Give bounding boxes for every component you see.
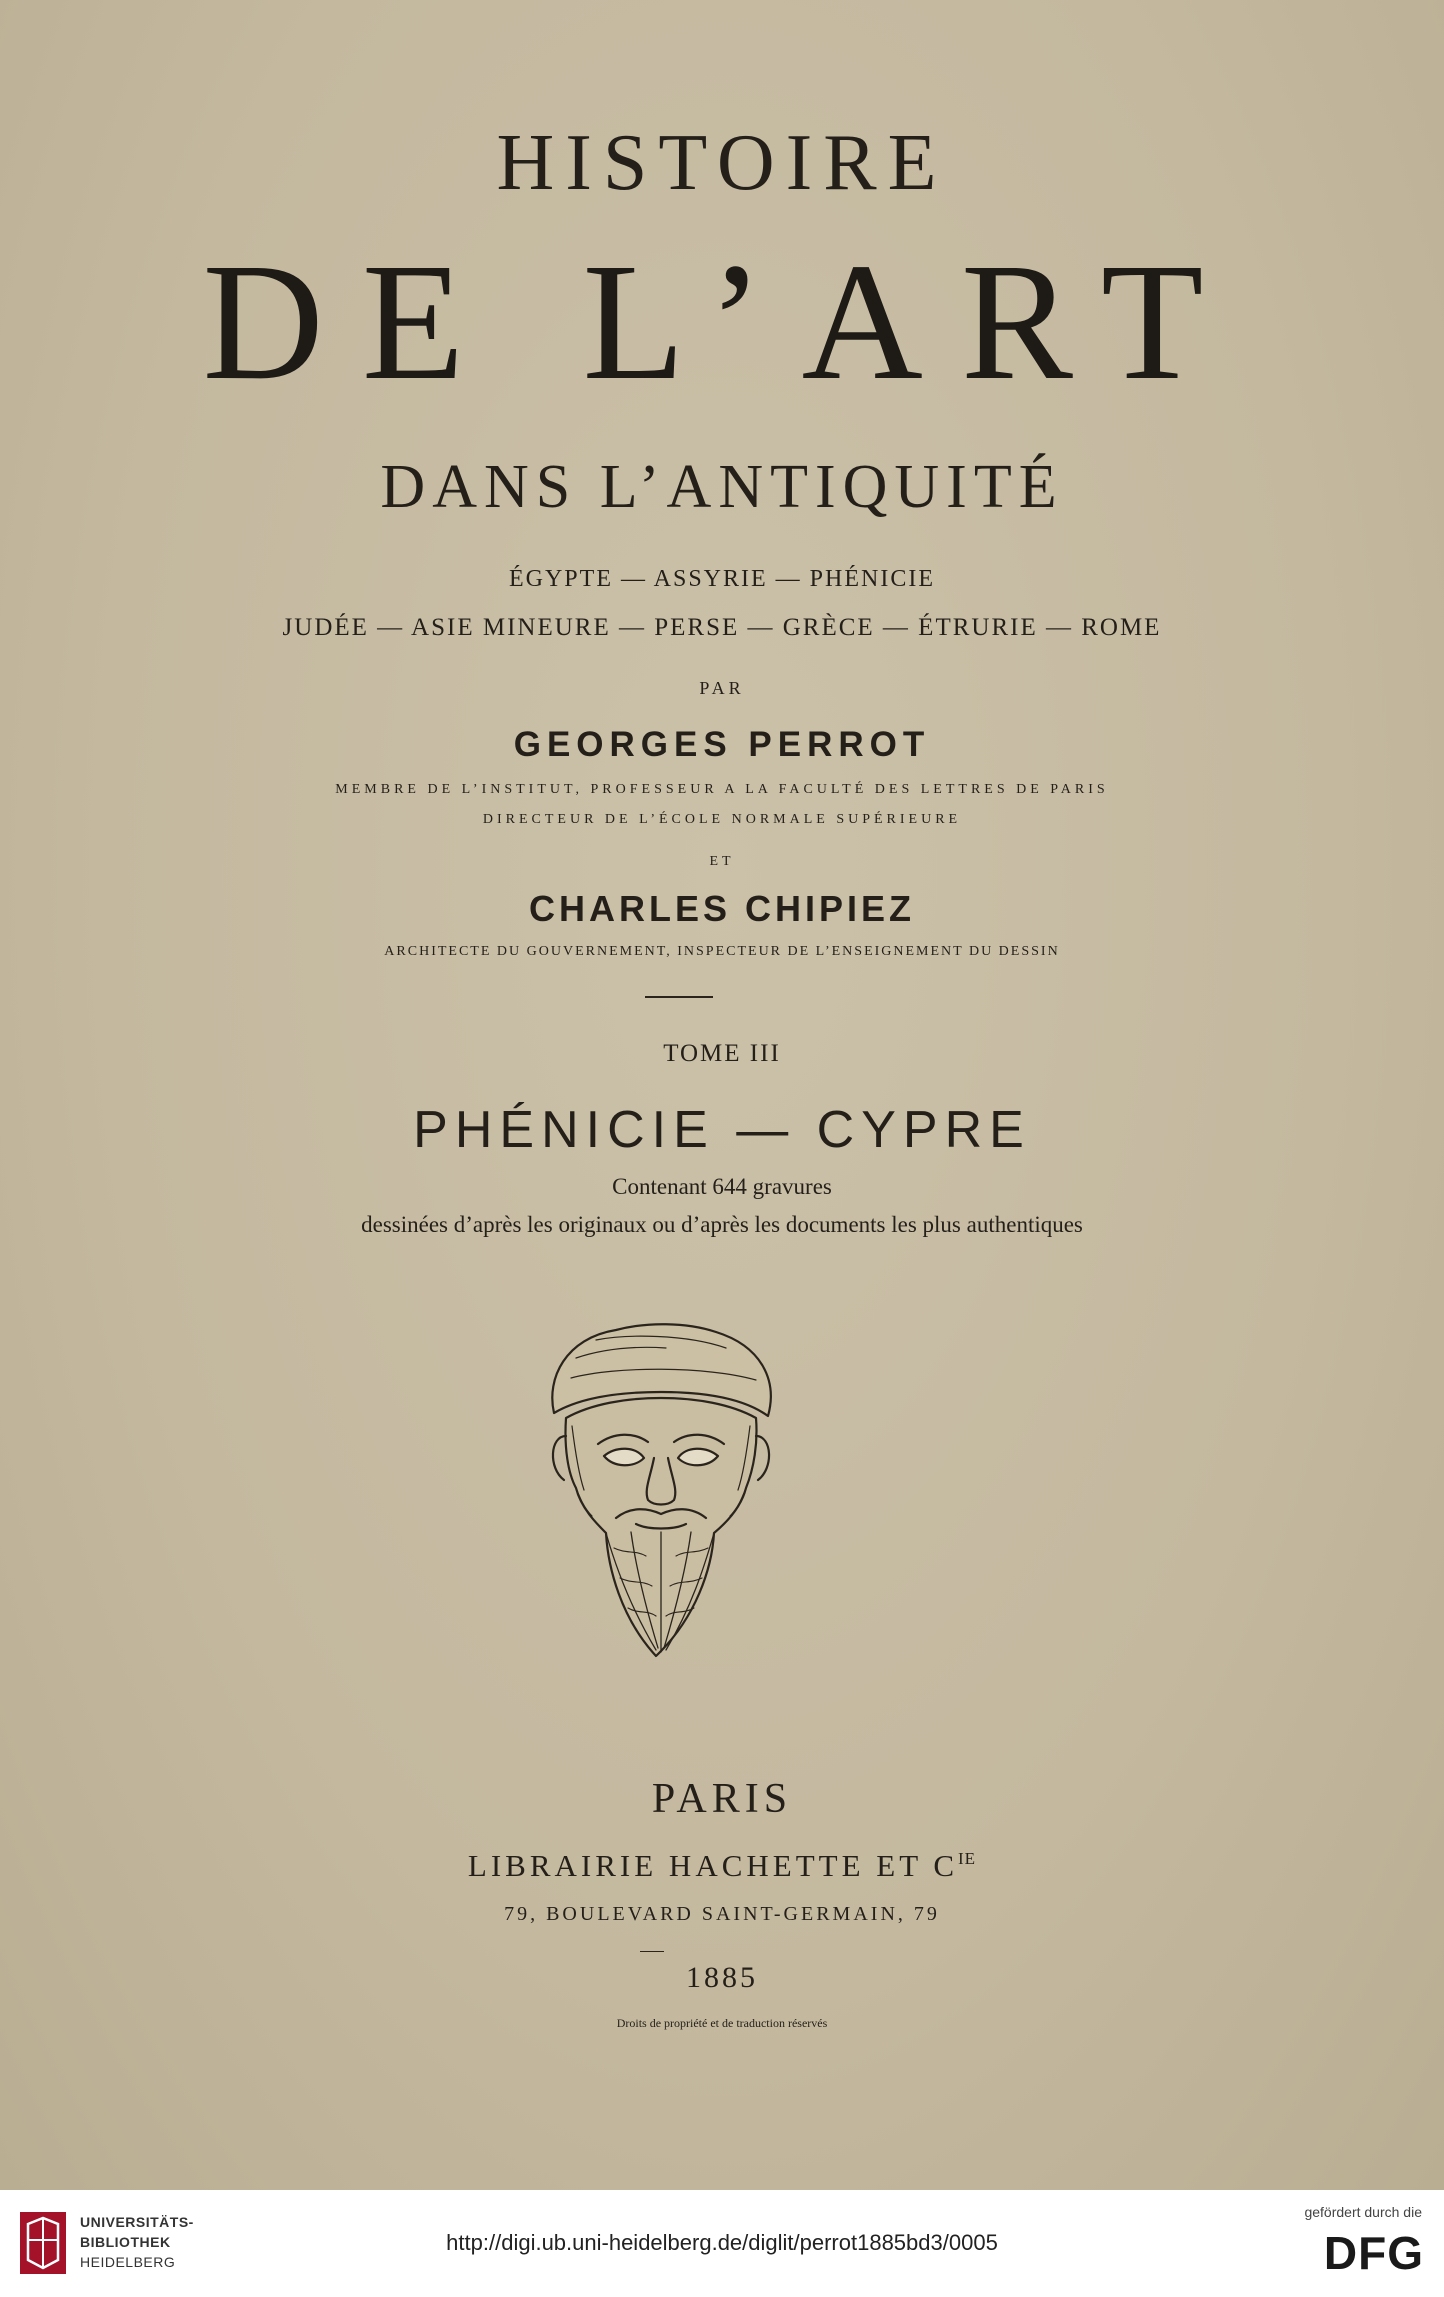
publisher-address: 79, BOULEVARD SAINT-GERMAIN, 79: [504, 1903, 940, 1925]
footer-bar: [0, 2190, 1444, 2297]
title-histoire: HISTOIRE: [496, 119, 948, 207]
bearded-mask-illustration: [536, 1318, 784, 1664]
publisher: [0, 1848, 1444, 1884]
author-perrot: GEORGES PERROT: [513, 725, 931, 764]
volume-title: PHÉNICIE — CYPRE: [413, 1101, 1031, 1159]
author-chipiez: CHARLES CHIPIEZ: [528, 888, 916, 929]
publisher-superscript: IE: [958, 1849, 977, 1868]
countries-line-1: ÉGYPTE — ASSYRIE — PHÉNICIE: [508, 566, 935, 592]
library-name-line-3: HEIDELBERG: [80, 2254, 176, 2270]
library-name-line-1: UNIVERSITÄTS-: [80, 2214, 194, 2230]
author-perrot-desc-2: DIRECTEUR DE L’ÉCOLE NORMALE SUPÉRIEURE: [482, 812, 962, 827]
par-label: PAR: [699, 678, 745, 698]
divider-rule: [645, 996, 713, 998]
contenant-line: Contenant 644 gravures: [612, 1174, 832, 1199]
author-perrot-desc-1: MEMBRE DE L’INSTITUT, PROFESSEUR A LA FACULTÉ DES LETTRES DE PARIS: [335, 782, 1109, 797]
title-dans-lantiquite: DANS L’ANTIQUITÉ: [380, 453, 1064, 521]
small-rule: [640, 1951, 664, 1952]
library-name-line-2: BIBLIOTHEK: [80, 2234, 171, 2250]
permalink-url[interactable]: http://digi.ub.uni-heidelberg.de/diglit/perrot1885bd3/0005: [446, 2230, 998, 2255]
publication-year: 1885: [686, 1961, 758, 1994]
title-de-lart: DE L’ART: [202, 229, 1242, 415]
dfg-logo: DFG: [1323, 2227, 1424, 2279]
city-paris: PARIS: [651, 1776, 793, 1822]
publisher-name: LIBRAIRIE HACHETTE ET C: [467, 1848, 959, 1883]
dfg-funding-label: gefördert durch die: [1304, 2204, 1422, 2220]
tome-label: TOME III: [663, 1040, 781, 1067]
rights-notice: Droits de propriété et de traduction réservés: [616, 2016, 828, 2030]
author-chipiez-desc: ARCHITECTE DU GOUVERNEMENT, INSPECTEUR DE L’ENSEIGNEMENT DU DESSIN: [384, 944, 1060, 959]
dessinees-line: dessinées d’après les originaux ou d’après les documents les plus authentiques: [361, 1212, 1083, 1237]
et-label: ET: [709, 854, 735, 869]
countries-line-2: JUDÉE — ASIE MINEURE — PERSE — GRÈCE — ÉTRURIE — ROME: [282, 614, 1162, 641]
